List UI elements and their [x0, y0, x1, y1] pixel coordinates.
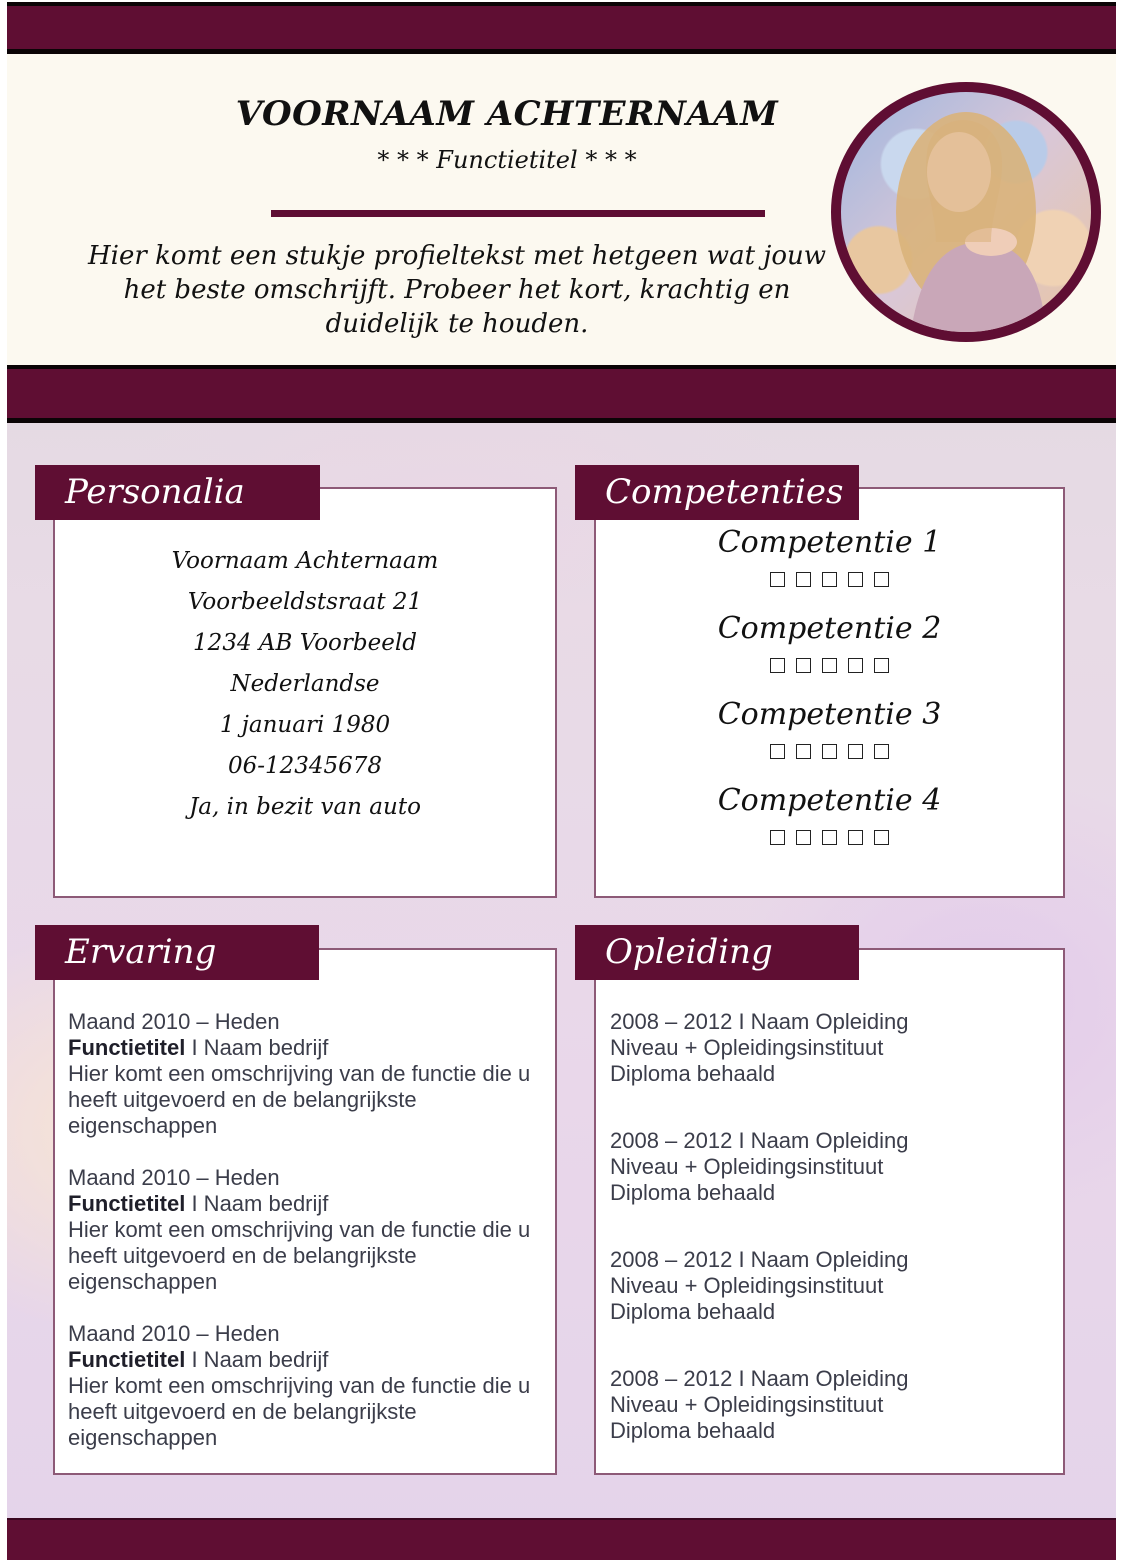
rating-checkbox[interactable] [822, 658, 837, 673]
rating-checkbox[interactable] [822, 572, 837, 587]
ervaring-description: Hier komt een omschrijving van de functie die u heeft uitgevoerd en de belangrijkste eigenschappen [68, 1373, 531, 1450]
opleiding-institute: Niveau + Opleidingsinstituut [610, 1035, 884, 1060]
header-divider [271, 210, 765, 217]
opleiding-item [610, 1366, 1053, 1485]
ervaring-role-line [68, 1035, 545, 1061]
ervaring-company: I Naam bedrijf [185, 1191, 329, 1216]
personalia-line: Ja, in bezit van auto [189, 794, 421, 820]
ervaring-company: I Naam bedrijf [185, 1347, 329, 1372]
opleiding-diploma: Diploma behaald [610, 1299, 776, 1324]
rating-checkbox[interactable] [848, 830, 863, 845]
competentie-rating [596, 563, 1063, 609]
rating-checkbox[interactable] [822, 830, 837, 845]
profile-text: Hier komt een stukje profieltekst met hetgeen wat jouw het beste omschrijft. Probeer het kort, krachtig en duidelijk te houden. [88, 241, 826, 339]
ervaring-item [68, 1165, 545, 1295]
competenties-list [596, 523, 1063, 867]
competentie-rating [596, 735, 1063, 781]
rating-checkbox[interactable] [770, 572, 785, 587]
ervaring-role-line [68, 1347, 545, 1373]
rating-checkbox[interactable] [770, 830, 785, 845]
rating-checkbox[interactable] [874, 658, 889, 673]
opleiding-item [610, 1128, 1053, 1247]
ervaring-heading: Ervaring [35, 925, 319, 980]
ervaring-item [68, 1009, 545, 1139]
profile-photo [831, 82, 1101, 342]
opleiding-list [610, 1009, 1053, 1485]
rating-checkbox[interactable] [796, 572, 811, 587]
ervaring-role-line [68, 1191, 545, 1217]
personalia-line: Voorbeeldstsraat 21 [187, 589, 423, 615]
rating-checkbox[interactable] [848, 658, 863, 673]
opleiding-diploma: Diploma behaald [610, 1418, 776, 1443]
opleiding-period-name: 2008 – 2012 I Naam Opleiding [610, 1247, 909, 1272]
competentie-name: Competentie 1 [717, 525, 942, 560]
top-band [7, 2, 1116, 54]
opleiding-institute: Niveau + Opleidingsinstituut [610, 1154, 884, 1179]
personalia-line: Nederlandse [230, 671, 380, 697]
opleiding-diploma: Diploma behaald [610, 1180, 776, 1205]
ervaring-role: Functietitel [68, 1347, 186, 1372]
competentie-name: Competentie 3 [717, 697, 942, 732]
rating-checkbox[interactable] [796, 744, 811, 759]
opleiding-card [594, 948, 1065, 1475]
opleiding-item [610, 1009, 1053, 1128]
opleiding-period-name: 2008 – 2012 I Naam Opleiding [610, 1366, 909, 1391]
opleiding-institute: Niveau + Opleidingsinstituut [610, 1392, 884, 1417]
rating-checkbox[interactable] [822, 744, 837, 759]
rating-checkbox[interactable] [848, 572, 863, 587]
bottom-band [7, 1518, 1116, 1560]
rating-checkbox[interactable] [796, 830, 811, 845]
competenties-card [594, 487, 1065, 898]
personalia-heading: Personalia [35, 465, 320, 520]
ervaring-period: Maand 2010 – Heden [68, 1165, 280, 1190]
opleiding-heading: Opleiding [575, 925, 859, 980]
opleiding-diploma: Diploma behaald [610, 1061, 776, 1086]
ervaring-role: Functietitel [68, 1191, 186, 1216]
personalia-list [55, 541, 555, 828]
personalia-line: 1234 AB Voorbeeld [193, 630, 417, 656]
header [7, 54, 1116, 365]
rating-checkbox[interactable] [874, 830, 889, 845]
personalia-line: Voornaam Achternaam [171, 548, 439, 574]
rating-checkbox[interactable] [770, 658, 785, 673]
personalia-line: 1 januari 1980 [219, 712, 391, 738]
ervaring-period: Maand 2010 – Heden [68, 1321, 280, 1346]
ervaring-period: Maand 2010 – Heden [68, 1009, 280, 1034]
competentie-rating [596, 821, 1063, 867]
middle-band [7, 365, 1116, 423]
personalia-card [53, 487, 557, 898]
competentie-rating [596, 649, 1063, 695]
ervaring-role: Functietitel [68, 1035, 186, 1060]
portrait-illustration [841, 92, 1091, 332]
competenties-heading: Competenties [575, 465, 859, 520]
personalia-line: 06-12345678 [227, 753, 383, 779]
competentie-name: Competentie 2 [717, 611, 942, 646]
candidate-name: VOORNAAM ACHTERNAAM [235, 94, 779, 134]
opleiding-item [610, 1247, 1053, 1366]
cv-page [7, 2, 1116, 1560]
opleiding-institute: Niveau + Opleidingsinstituut [610, 1273, 884, 1298]
rating-checkbox[interactable] [874, 744, 889, 759]
ervaring-card [53, 948, 557, 1475]
ervaring-item [68, 1321, 545, 1451]
rating-checkbox[interactable] [874, 572, 889, 587]
opleiding-period-name: 2008 – 2012 I Naam Opleiding [610, 1128, 909, 1153]
ervaring-description: Hier komt een omschrijving van de functie die u heeft uitgevoerd en de belangrijkste eigenschappen [68, 1217, 531, 1294]
job-title: * * * Functietitel * * * [377, 146, 637, 174]
ervaring-description: Hier komt een omschrijving van de functie die u heeft uitgevoerd en de belangrijkste eigenschappen [68, 1061, 531, 1138]
competentie-name: Competentie 4 [717, 783, 942, 818]
rating-checkbox[interactable] [848, 744, 863, 759]
rating-checkbox[interactable] [796, 658, 811, 673]
opleiding-period-name: 2008 – 2012 I Naam Opleiding [610, 1009, 909, 1034]
rating-checkbox[interactable] [770, 744, 785, 759]
ervaring-company: I Naam bedrijf [185, 1035, 329, 1060]
ervaring-list [68, 1009, 545, 1477]
